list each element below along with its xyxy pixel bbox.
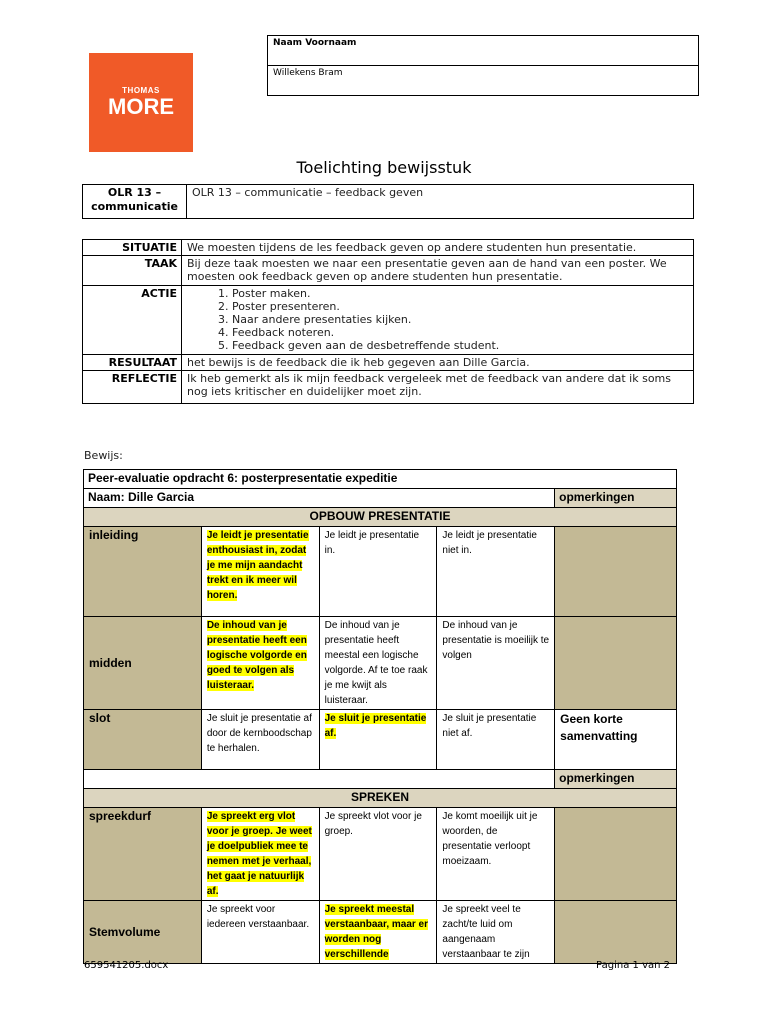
eval-name: Naam: Dille Garcia bbox=[84, 489, 555, 508]
remark-cell bbox=[555, 617, 677, 710]
section-opbouw: OPBOUW PRESENTATIE bbox=[84, 508, 677, 527]
name-box bbox=[267, 35, 699, 96]
situatie-label: SITUATIE bbox=[83, 240, 182, 256]
resultaat-label: RESULTAAT bbox=[83, 355, 182, 371]
star-table bbox=[82, 239, 694, 404]
level-medium: De inhoud van je presentatie heeft meestal een logische volgorde. Af te toe raak je me kwijt als luisteraar. bbox=[319, 617, 437, 710]
criterion-spreekdurf: spreekdurf bbox=[84, 808, 202, 901]
level-poor: Je spreekt veel te zacht/te luid om aangenaam verstaanbaar te zijn bbox=[437, 901, 555, 964]
level-medium: Je leidt je presentatie in. bbox=[319, 527, 437, 617]
remark-cell: Geen korte samenvatting bbox=[555, 710, 677, 770]
criterion-inleiding: inleiding bbox=[84, 527, 202, 617]
name-label: Naam Voornaam bbox=[268, 36, 699, 66]
criterion-midden: midden bbox=[84, 617, 202, 710]
level-good: Je spreekt voor iedereen verstaanbaar. bbox=[201, 901, 319, 964]
level-good: De inhoud van je presentatie heeft een logische volgorde en goed te volgen als luisteraar. bbox=[201, 617, 319, 710]
criterion-slot: slot bbox=[84, 710, 202, 770]
name-value: Willekens Bram bbox=[268, 66, 699, 96]
footer-filename: 659541205.docx bbox=[84, 960, 169, 971]
olr-label: OLR 13 – communicatie bbox=[83, 185, 187, 219]
remark-cell bbox=[555, 808, 677, 901]
reflectie-label: REFLECTIE bbox=[83, 371, 182, 404]
olr-value: OLR 13 – communicatie – feedback geven bbox=[187, 185, 694, 219]
eval-title: Peer-evaluatie opdracht 6: posterpresentatie expeditie bbox=[84, 470, 677, 489]
document-title: Toelichting bewijsstuk bbox=[296, 158, 472, 177]
level-poor: Je leidt je presentatie niet in. bbox=[437, 527, 555, 617]
level-medium: Je spreekt meestal verstaanbaar, maar er worden nog verschillende bbox=[319, 901, 437, 964]
thomas-more-logo: THOMAS MORE bbox=[89, 53, 193, 152]
opmerkingen-header: opmerkingen bbox=[555, 489, 677, 508]
level-poor: De inhoud van je presentatie is moeilijk te volgen bbox=[437, 617, 555, 710]
peer-evaluation-table bbox=[83, 469, 677, 964]
list-item: 2. Poster presenteren. bbox=[232, 300, 688, 313]
resultaat-value: het bewijs is de feedback die ik heb gegeven aan Dille Garcia. bbox=[182, 355, 694, 371]
taak-value: Bij deze taak moesten we naar een presentatie geven aan de hand van een poster. We moesten ook feedback geven op andere studenten hun presentatie. bbox=[182, 256, 694, 286]
level-medium: Je spreekt vlot voor je groep. bbox=[319, 808, 437, 901]
bewijs-label: Bewijs: bbox=[84, 449, 123, 462]
reflectie-value: Ik heb gemerkt als ik mijn feedback vergeleek met de feedback van andere dat ik soms nog iets kritischer en duidelijker moet zijn. bbox=[182, 371, 694, 404]
level-medium: Je sluit je presentatie af. bbox=[319, 710, 437, 770]
olr-table bbox=[82, 184, 694, 219]
taak-label: TAAK bbox=[83, 256, 182, 286]
actie-list bbox=[187, 287, 688, 352]
section-spreken: SPREKEN bbox=[84, 789, 677, 808]
level-good: Je leidt je presentatie enthousiast in, zodat je me mijn aandacht trekt en ik meer wil horen. bbox=[201, 527, 319, 617]
list-item: 4. Feedback noteren. bbox=[232, 326, 688, 339]
list-item: 5. Feedback geven aan de desbetreffende student. bbox=[232, 339, 688, 352]
situatie-value: We moesten tijdens de les feedback geven op andere studenten hun presentatie. bbox=[182, 240, 694, 256]
footer-page-number: Pagina 1 van 2 bbox=[596, 960, 670, 971]
spacer-row bbox=[84, 770, 555, 789]
level-poor: Je sluit je presentatie niet af. bbox=[437, 710, 555, 770]
level-good: Je spreekt erg vlot voor je groep. Je weet je doelpubliek mee te nemen met je verhaal, het gaat je natuurlijk af. bbox=[201, 808, 319, 901]
list-item: 3. Naar andere presentaties kijken. bbox=[232, 313, 688, 326]
remark-cell bbox=[555, 901, 677, 964]
remark-cell bbox=[555, 527, 677, 617]
actie-value bbox=[182, 286, 694, 355]
level-poor: Je komt moeilijk uit je woorden, de presentatie verloopt moeizaam. bbox=[437, 808, 555, 901]
actie-label: ACTIE bbox=[83, 286, 182, 355]
list-item: 1. Poster maken. bbox=[232, 287, 688, 300]
criterion-stemvolume: Stemvolume bbox=[84, 901, 202, 964]
opmerkingen-header: opmerkingen bbox=[555, 770, 677, 789]
level-good: Je sluit je presentatie af door de kernboodschap te herhalen. bbox=[201, 710, 319, 770]
